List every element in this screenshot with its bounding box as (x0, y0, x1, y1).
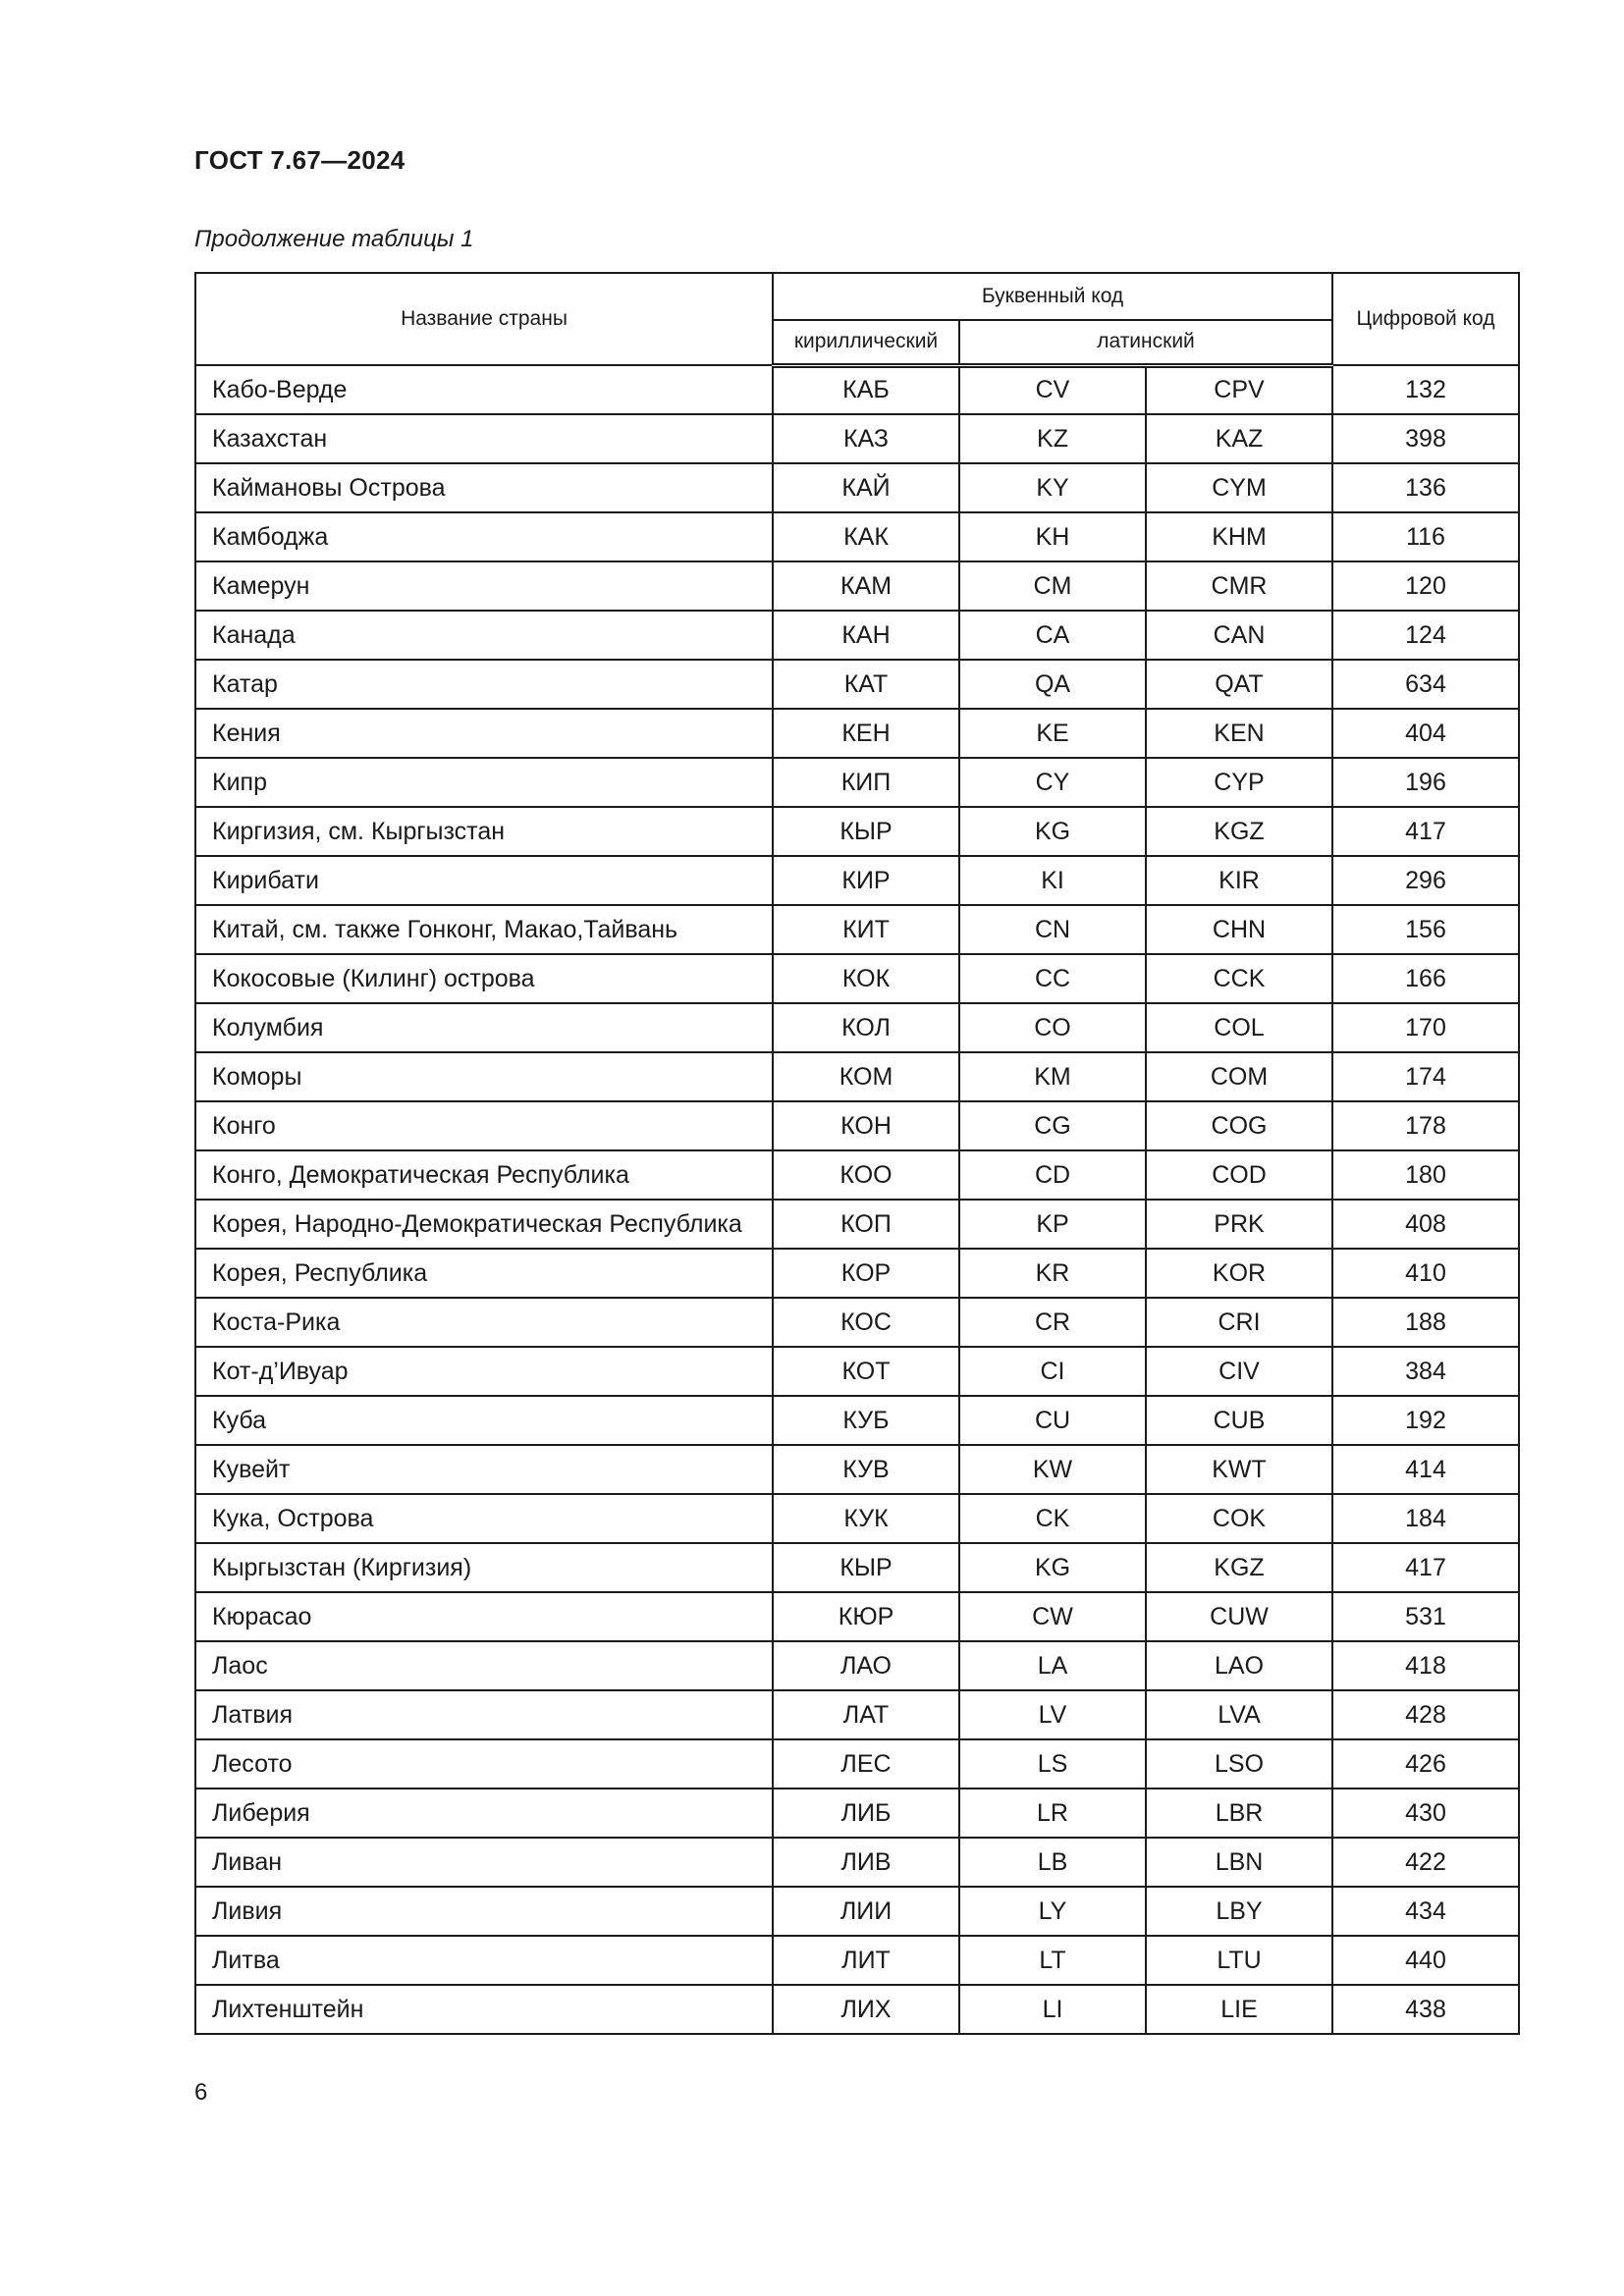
numeric-code-cell: 296 (1332, 856, 1519, 905)
cyrillic-code-cell: ЛИБ (773, 1789, 959, 1838)
table-row (195, 1690, 1519, 1739)
latin-alpha2-cell: LV (959, 1690, 1146, 1739)
latin-alpha3-cell: COK (1146, 1494, 1332, 1543)
latin-alpha3-cell: COM (1146, 1052, 1332, 1101)
latin-alpha2-cell: KH (959, 512, 1146, 561)
country-name-cell: Кюрасао (195, 1592, 773, 1641)
latin-alpha3-cell: CYP (1146, 758, 1332, 807)
country-name-cell: Литва (195, 1936, 773, 1985)
country-name-cell: Колумбия (195, 1003, 773, 1052)
country-name-cell: Камерун (195, 561, 773, 611)
cyrillic-code-cell: КОН (773, 1101, 959, 1150)
country-name-cell: Конго (195, 1101, 773, 1150)
table-row (195, 365, 1519, 414)
numeric-code-cell: 192 (1332, 1396, 1519, 1445)
cyrillic-code-cell: ЛИВ (773, 1838, 959, 1887)
numeric-code-cell: 166 (1332, 954, 1519, 1003)
latin-alpha3-cell: KIR (1146, 856, 1332, 905)
latin-alpha3-cell: CUW (1146, 1592, 1332, 1641)
country-name-cell: Ливия (195, 1887, 773, 1936)
numeric-code-cell: 136 (1332, 463, 1519, 512)
cyrillic-code-cell: КЫР (773, 807, 959, 856)
numeric-code-cell: 531 (1332, 1592, 1519, 1641)
latin-alpha3-cell: LAO (1146, 1641, 1332, 1690)
table-header-row (195, 273, 1519, 320)
latin-alpha3-cell: CIV (1146, 1347, 1332, 1396)
country-name-cell: Кот-д’Ивуар (195, 1347, 773, 1396)
country-name-cell: Коморы (195, 1052, 773, 1101)
numeric-code-cell: 438 (1332, 1985, 1519, 2034)
table-row (195, 1445, 1519, 1494)
country-name-cell: Казахстан (195, 414, 773, 463)
latin-alpha3-cell: LBY (1146, 1887, 1332, 1936)
country-codes-table (194, 272, 1520, 2035)
numeric-code-cell: 417 (1332, 1543, 1519, 1592)
latin-alpha2-cell: KP (959, 1200, 1146, 1249)
latin-alpha2-cell: KG (959, 1543, 1146, 1592)
latin-alpha3-cell: KWT (1146, 1445, 1332, 1494)
latin-alpha2-cell: LA (959, 1641, 1146, 1690)
latin-alpha2-cell: KY (959, 463, 1146, 512)
numeric-code-cell: 404 (1332, 709, 1519, 758)
table-row (195, 856, 1519, 905)
latin-alpha2-cell: KI (959, 856, 1146, 905)
country-name-cell: Ливан (195, 1838, 773, 1887)
table-row (195, 463, 1519, 512)
latin-alpha2-cell: CU (959, 1396, 1146, 1445)
country-name-cell: Кипр (195, 758, 773, 807)
table-row (195, 709, 1519, 758)
table-row (195, 1838, 1519, 1887)
country-name-cell: Лаос (195, 1641, 773, 1690)
table-row (195, 954, 1519, 1003)
latin-alpha3-cell: LBR (1146, 1789, 1332, 1838)
latin-alpha2-cell: LY (959, 1887, 1146, 1936)
numeric-code-cell: 188 (1332, 1298, 1519, 1347)
country-name-cell: Корея, Народно-Демократическая Республика (195, 1200, 773, 1249)
numeric-code-cell: 422 (1332, 1838, 1519, 1887)
latin-alpha3-cell: KHM (1146, 512, 1332, 561)
numeric-code-cell: 180 (1332, 1150, 1519, 1200)
table-row (195, 611, 1519, 660)
latin-alpha3-cell: LVA (1146, 1690, 1332, 1739)
cyrillic-code-cell: КОМ (773, 1052, 959, 1101)
country-name-cell: Коста-Рика (195, 1298, 773, 1347)
country-name-cell: Кука, Острова (195, 1494, 773, 1543)
cyrillic-code-cell: КАТ (773, 660, 959, 709)
cyrillic-code-cell: ЛИХ (773, 1985, 959, 2034)
latin-alpha2-cell: CC (959, 954, 1146, 1003)
latin-alpha3-cell: CHN (1146, 905, 1332, 954)
country-name-cell: Китай, см. также Гонконг, Макао,Тайвань (195, 905, 773, 954)
table-row (195, 905, 1519, 954)
country-name-cell: Камбоджа (195, 512, 773, 561)
cyrillic-code-cell: КАМ (773, 561, 959, 611)
numeric-code-cell: 178 (1332, 1101, 1519, 1150)
table-row (195, 1396, 1519, 1445)
latin-alpha3-cell: LBN (1146, 1838, 1332, 1887)
latin-alpha3-cell: CYM (1146, 463, 1332, 512)
table-row (195, 1592, 1519, 1641)
numeric-code-cell: 634 (1332, 660, 1519, 709)
numeric-code-cell: 132 (1332, 365, 1519, 414)
latin-alpha2-cell: CG (959, 1101, 1146, 1150)
latin-alpha3-cell: KOR (1146, 1249, 1332, 1298)
latin-alpha3-cell: LIE (1146, 1985, 1332, 2034)
cyrillic-code-cell: КОР (773, 1249, 959, 1298)
latin-alpha3-cell: KAZ (1146, 414, 1332, 463)
numeric-code-cell: 116 (1332, 512, 1519, 561)
latin-alpha2-cell: LT (959, 1936, 1146, 1985)
table-row (195, 1003, 1519, 1052)
latin-alpha2-cell: CI (959, 1347, 1146, 1396)
numeric-code-cell: 196 (1332, 758, 1519, 807)
table-row (195, 1543, 1519, 1592)
cyrillic-code-cell: КОС (773, 1298, 959, 1347)
table-row (195, 1494, 1519, 1543)
latin-alpha3-cell: COL (1146, 1003, 1332, 1052)
cyrillic-code-cell: КИР (773, 856, 959, 905)
latin-alpha2-cell: CD (959, 1150, 1146, 1200)
country-name-cell: Кокосовые (Килинг) острова (195, 954, 773, 1003)
cyrillic-code-cell: КОТ (773, 1347, 959, 1396)
cyrillic-code-cell: КУК (773, 1494, 959, 1543)
country-name-cell: Киргизия, см. Кыргызстан (195, 807, 773, 856)
table-row (195, 1200, 1519, 1249)
table-row (195, 1985, 1519, 2034)
table-row (195, 1641, 1519, 1690)
cyrillic-code-cell: ЛИТ (773, 1936, 959, 1985)
table-row (195, 1347, 1519, 1396)
cyrillic-code-cell: КАЗ (773, 414, 959, 463)
numeric-code-cell: 410 (1332, 1249, 1519, 1298)
table-row (195, 561, 1519, 611)
latin-alpha2-cell: LI (959, 1985, 1146, 2034)
numeric-code-cell: 384 (1332, 1347, 1519, 1396)
table-row (195, 807, 1519, 856)
country-name-cell: Кирибати (195, 856, 773, 905)
latin-alpha3-cell: CRI (1146, 1298, 1332, 1347)
numeric-code-cell: 418 (1332, 1641, 1519, 1690)
country-name-cell: Канада (195, 611, 773, 660)
latin-alpha2-cell: CK (959, 1494, 1146, 1543)
cyrillic-code-cell: ЛАО (773, 1641, 959, 1690)
cyrillic-code-cell: КЕН (773, 709, 959, 758)
table-row (195, 512, 1519, 561)
cyrillic-code-cell: КУБ (773, 1396, 959, 1445)
table-caption: Продолжение таблицы 1 (194, 226, 474, 252)
latin-alpha3-cell: KGZ (1146, 1543, 1332, 1592)
latin-alpha2-cell: CV (959, 365, 1146, 414)
latin-header: латинский (959, 320, 1332, 365)
table-row (195, 1249, 1519, 1298)
latin-alpha2-cell: LS (959, 1739, 1146, 1789)
table-body (195, 365, 1519, 2034)
latin-alpha3-cell: CPV (1146, 365, 1332, 414)
country-name-header: Название страны (195, 273, 773, 365)
latin-alpha2-cell: KG (959, 807, 1146, 856)
cyrillic-code-cell: ЛАТ (773, 1690, 959, 1739)
cyrillic-code-cell: КОЛ (773, 1003, 959, 1052)
latin-alpha2-cell: CA (959, 611, 1146, 660)
table-row (195, 1101, 1519, 1150)
numeric-code-cell: 184 (1332, 1494, 1519, 1543)
numeric-code-cell: 440 (1332, 1936, 1519, 1985)
country-name-cell: Корея, Республика (195, 1249, 773, 1298)
numeric-code-cell: 434 (1332, 1887, 1519, 1936)
country-name-cell: Кабо-Верде (195, 365, 773, 414)
cyrillic-code-cell: КЫР (773, 1543, 959, 1592)
cyrillic-code-cell: ЛЕС (773, 1739, 959, 1789)
table-row (195, 1739, 1519, 1789)
latin-alpha2-cell: KZ (959, 414, 1146, 463)
latin-alpha2-cell: KM (959, 1052, 1146, 1101)
country-name-cell: Кения (195, 709, 773, 758)
table-row (195, 1887, 1519, 1936)
latin-alpha3-cell: PRK (1146, 1200, 1332, 1249)
cyrillic-code-cell: КОО (773, 1150, 959, 1200)
latin-alpha3-cell: COD (1146, 1150, 1332, 1200)
latin-alpha2-cell: QA (959, 660, 1146, 709)
latin-alpha2-cell: KW (959, 1445, 1146, 1494)
numeric-code-cell: 426 (1332, 1739, 1519, 1789)
latin-alpha2-cell: LB (959, 1838, 1146, 1887)
country-name-cell: Лесото (195, 1739, 773, 1789)
latin-alpha2-cell: KE (959, 709, 1146, 758)
cyrillic-code-cell: КЮР (773, 1592, 959, 1641)
numeric-code-cell: 428 (1332, 1690, 1519, 1739)
country-name-cell: Конго, Демократическая Республика (195, 1150, 773, 1200)
latin-alpha3-cell: CMR (1146, 561, 1332, 611)
cyrillic-code-cell: КАК (773, 512, 959, 561)
cyrillic-code-cell: КИП (773, 758, 959, 807)
country-name-cell: Каймановы Острова (195, 463, 773, 512)
table-row (195, 1789, 1519, 1838)
table-row (195, 1150, 1519, 1200)
latin-alpha2-cell: CR (959, 1298, 1146, 1347)
table-row (195, 1052, 1519, 1101)
latin-alpha2-cell: KR (959, 1249, 1146, 1298)
country-name-cell: Лихтенштейн (195, 1985, 773, 2034)
cyrillic-code-cell: КОП (773, 1200, 959, 1249)
latin-alpha3-cell: QAT (1146, 660, 1332, 709)
country-name-cell: Кувейт (195, 1445, 773, 1494)
letter-code-header: Буквенный код (773, 273, 1332, 320)
numeric-code-cell: 408 (1332, 1200, 1519, 1249)
latin-alpha2-cell: LR (959, 1789, 1146, 1838)
table-row (195, 1298, 1519, 1347)
table-row (195, 1936, 1519, 1985)
latin-alpha2-cell: CM (959, 561, 1146, 611)
numeric-code-cell: 120 (1332, 561, 1519, 611)
numeric-code-cell: 398 (1332, 414, 1519, 463)
numeric-code-cell: 124 (1332, 611, 1519, 660)
numeric-code-header: Цифровой код (1332, 273, 1519, 365)
latin-alpha2-cell: CY (959, 758, 1146, 807)
latin-alpha2-cell: CN (959, 905, 1146, 954)
country-name-cell: Кыргызстан (Киргизия) (195, 1543, 773, 1592)
table-row (195, 414, 1519, 463)
latin-alpha3-cell: KEN (1146, 709, 1332, 758)
latin-alpha3-cell: CUB (1146, 1396, 1332, 1445)
numeric-code-cell: 417 (1332, 807, 1519, 856)
cyrillic-code-cell: КАБ (773, 365, 959, 414)
latin-alpha3-cell: KGZ (1146, 807, 1332, 856)
numeric-code-cell: 430 (1332, 1789, 1519, 1838)
latin-alpha3-cell: CAN (1146, 611, 1332, 660)
page-number: 6 (194, 2079, 208, 2106)
numeric-code-cell: 156 (1332, 905, 1519, 954)
latin-alpha3-cell: CCK (1146, 954, 1332, 1003)
numeric-code-cell: 174 (1332, 1052, 1519, 1101)
numeric-code-cell: 170 (1332, 1003, 1519, 1052)
cyrillic-code-cell: КАН (773, 611, 959, 660)
cyrillic-code-cell: ЛИИ (773, 1887, 959, 1936)
country-name-cell: Либерия (195, 1789, 773, 1838)
latin-alpha2-cell: CW (959, 1592, 1146, 1641)
latin-alpha3-cell: LSO (1146, 1739, 1332, 1789)
table-row (195, 660, 1519, 709)
cyrillic-code-cell: КУВ (773, 1445, 959, 1494)
cyrillic-header: кириллический (773, 320, 959, 365)
numeric-code-cell: 414 (1332, 1445, 1519, 1494)
country-name-cell: Катар (195, 660, 773, 709)
cyrillic-code-cell: КАЙ (773, 463, 959, 512)
table-row (195, 758, 1519, 807)
cyrillic-code-cell: КОК (773, 954, 959, 1003)
latin-alpha2-cell: CO (959, 1003, 1146, 1052)
latin-alpha3-cell: COG (1146, 1101, 1332, 1150)
document-header: ГОСТ 7.67—2024 (194, 145, 406, 175)
latin-alpha3-cell: LTU (1146, 1936, 1332, 1985)
cyrillic-code-cell: КИТ (773, 905, 959, 954)
country-name-cell: Латвия (195, 1690, 773, 1739)
country-name-cell: Куба (195, 1396, 773, 1445)
